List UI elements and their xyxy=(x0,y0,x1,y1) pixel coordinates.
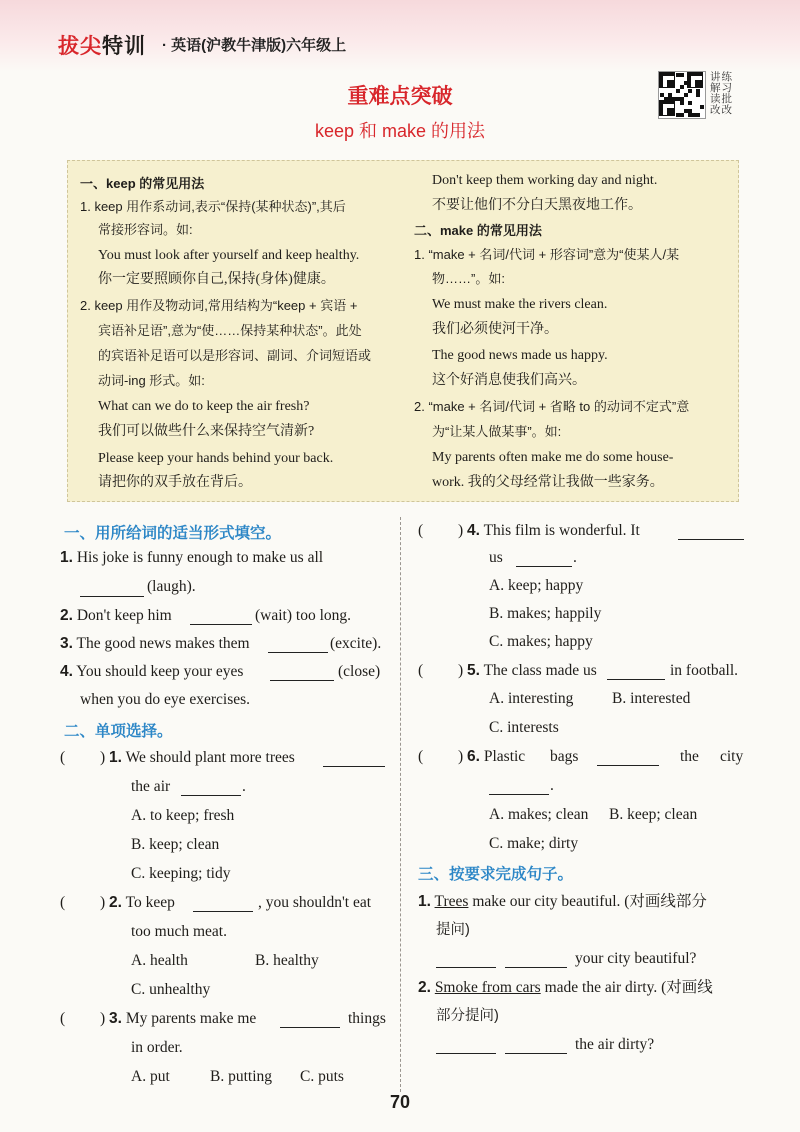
grammar-heading-keep: 一、keep 的常见用法 xyxy=(80,176,205,191)
question-text: We should plant more trees xyxy=(125,749,295,766)
answer-tail: the air dirty? xyxy=(575,1036,655,1053)
question-number: 2. xyxy=(60,607,73,624)
grammar-line: 常接形容词。如: xyxy=(98,222,193,237)
qr-label-line: 改改 xyxy=(710,104,733,116)
question-stem xyxy=(458,747,525,767)
question-text: You should keep your eyes xyxy=(76,663,244,680)
option-c[interactable]: C. keeping; tidy xyxy=(131,865,231,882)
question-number: 4. xyxy=(60,663,73,680)
hint-word: (wait) too long. xyxy=(255,607,351,624)
option-b[interactable]: B. makes; happily xyxy=(489,605,602,622)
answer-blank[interactable] xyxy=(270,680,334,681)
question-text: the xyxy=(680,748,699,765)
question-number: 1. xyxy=(418,893,431,910)
question-stem xyxy=(100,893,175,913)
part3-q1 xyxy=(418,892,707,912)
answer-blank[interactable] xyxy=(190,624,252,625)
question-text-cont: in order. xyxy=(131,1039,183,1056)
question-number: 1. xyxy=(109,749,122,766)
question-number: 6. xyxy=(467,748,480,765)
answer-blank[interactable] xyxy=(436,1053,496,1054)
answer-paren-left[interactable]: ( xyxy=(418,662,424,679)
grammar-notes-box xyxy=(67,160,739,502)
grammar-translation: 这个好消息使我们高兴。 xyxy=(432,373,586,388)
grammar-line: 2. “make + 名词/代词 + 省略 to 的动词不定式”意 xyxy=(414,399,690,414)
grammar-example: Don't keep them working day and night. xyxy=(432,173,658,188)
question-number: 2. xyxy=(109,894,122,911)
option-b[interactable]: B. interested xyxy=(612,690,691,707)
part3-q2 xyxy=(418,978,713,998)
question-text: bags xyxy=(550,748,579,765)
answer-blank[interactable] xyxy=(607,679,665,680)
grammar-line: 物……”。如: xyxy=(432,271,505,286)
option-b[interactable]: B. keep; clean xyxy=(609,806,698,823)
question-number: 1. xyxy=(60,549,73,566)
option-a[interactable]: A. interesting xyxy=(489,690,574,707)
answer-paren-left[interactable]: ( xyxy=(60,894,66,911)
part3-heading: 三、按要求完成句子。 xyxy=(418,866,574,883)
answer-blank[interactable] xyxy=(193,911,253,912)
grammar-line: 宾语补足语”,意为“使……保持某种状态”。此处 xyxy=(98,323,362,338)
question-text: , you shouldn't eat xyxy=(258,894,372,911)
question-stem xyxy=(458,661,597,681)
question-text-cont xyxy=(131,777,170,797)
period: . xyxy=(550,777,554,794)
question-text: The good news makes them xyxy=(76,635,250,652)
grammar-line: 动词-ing 形式。如: xyxy=(98,373,205,388)
grammar-example: The good news made us happy. xyxy=(432,348,608,363)
question-text: things xyxy=(348,1010,386,1027)
period: . xyxy=(573,549,577,566)
grammar-example: We must make the rivers clean. xyxy=(432,297,608,312)
answer-blank[interactable] xyxy=(80,596,144,597)
question-text: made the air dirty. (对画线 xyxy=(540,979,713,996)
question-text: the air xyxy=(131,778,171,795)
section-title: 重难点突破 xyxy=(347,85,453,108)
grammar-line: 1. “make + 名词/代词 + 形容词”意为“使某人/某 xyxy=(414,247,680,262)
part1-heading: 一、用所给词的适当形式填空。 xyxy=(64,525,282,542)
answer-paren-right: ) xyxy=(458,522,464,539)
underlined-phrase: Smoke from cars xyxy=(434,979,541,996)
hint-word: (excite). xyxy=(330,635,382,652)
brand-red: 拔尖 xyxy=(58,35,102,58)
option-b[interactable]: B. keep; clean xyxy=(131,836,220,853)
part1-q3 xyxy=(60,634,250,654)
answer-paren-left[interactable]: ( xyxy=(60,749,66,766)
hint-word: (laugh). xyxy=(147,578,196,595)
grammar-heading-make: 二、make 的常见用法 xyxy=(414,223,542,238)
question-stem xyxy=(458,521,640,541)
grammar-line: 为“让某人做某事”。如: xyxy=(432,424,562,439)
option-b[interactable]: B. putting xyxy=(210,1068,273,1085)
grammar-example: What can we do to keep the air fresh? xyxy=(98,399,310,414)
answer-blank[interactable] xyxy=(323,766,385,767)
period: . xyxy=(242,778,246,795)
part1-q1 xyxy=(60,548,323,568)
answer-paren-right: ) xyxy=(458,662,464,679)
underlined-word: Trees xyxy=(434,893,469,910)
question-number: 5. xyxy=(467,662,480,679)
option-a[interactable]: A. health xyxy=(131,952,188,969)
answer-blank[interactable] xyxy=(597,765,659,766)
answer-paren-left[interactable]: ( xyxy=(418,522,424,539)
answer-paren-right: ) xyxy=(100,1010,106,1027)
option-b[interactable]: B. healthy xyxy=(255,952,319,969)
option-c[interactable]: C. interests xyxy=(489,719,559,736)
question-text-cont: 部分提问) xyxy=(436,1008,499,1024)
option-c[interactable]: C. puts xyxy=(300,1068,344,1085)
answer-blank[interactable] xyxy=(489,794,549,795)
grammar-line: 的宾语补足语可以是形容词、副词、介词短语或 xyxy=(98,348,372,363)
brand-black: 特训 xyxy=(102,35,146,58)
answer-paren-right: ) xyxy=(100,894,106,911)
grammar-translation: 我们必须使河干净。 xyxy=(432,322,558,337)
grammar-line: 1. keep 用作系动词,表示“保持(某种状态)”,其后 xyxy=(80,199,346,214)
answer-paren-right: ) xyxy=(100,749,106,766)
hint-word: (close) xyxy=(338,663,381,680)
option-a[interactable]: A. put xyxy=(131,1068,170,1085)
question-text: in football. xyxy=(670,662,739,679)
option-a[interactable]: A. keep; happy xyxy=(489,577,584,594)
grammar-line: 2. keep 用作及物动词,常用结构为“keep + 宾语 + xyxy=(80,298,358,313)
book-subtitle: · 英语(沪教牛津版)六年级上 xyxy=(162,37,347,54)
question-number: 2. xyxy=(418,979,431,996)
page-number: 70 xyxy=(389,1092,411,1112)
grammar-example: My parents often make me do some house- xyxy=(432,450,674,465)
option-a[interactable]: A. makes; clean xyxy=(489,806,589,823)
question-text-cont: 提问) xyxy=(436,922,470,938)
grammar-example: Please keep your hands behind your back. xyxy=(98,451,334,466)
question-text-cont: us xyxy=(489,549,503,566)
question-text: Don't keep him xyxy=(76,607,172,624)
answer-blank[interactable] xyxy=(678,539,744,540)
answer-paren-left[interactable]: ( xyxy=(60,1010,66,1027)
question-number: 3. xyxy=(109,1010,122,1027)
question-text-cont: too much meat. xyxy=(131,923,227,940)
question-text: To keep xyxy=(125,894,175,911)
answer-blank[interactable] xyxy=(516,566,572,567)
answer-paren-left[interactable]: ( xyxy=(418,748,424,765)
grammar-example: You must look after yourself and keep healthy. xyxy=(98,248,360,263)
grammar-translation: 你一定要照顾你自己,保持(身体)健康。 xyxy=(98,272,335,287)
part1-q2 xyxy=(60,606,172,626)
question-text: His joke is funny enough to make us all xyxy=(76,549,324,566)
question-number: 4. xyxy=(467,522,480,539)
question-text: city xyxy=(720,748,744,765)
answer-blank[interactable] xyxy=(505,967,567,968)
option-a[interactable]: A. to keep; fresh xyxy=(131,807,235,824)
grammar-translation: 我们可以做些什么来保持空气清新? xyxy=(98,424,315,439)
qr-label-line: 读批 xyxy=(710,93,733,105)
question-text-cont: when you do eye exercises. xyxy=(80,691,251,708)
option-c[interactable]: C. unhealthy xyxy=(131,981,211,998)
grammar-translation: 不要让他们不分白天黑夜地工作。 xyxy=(432,198,642,213)
column-divider xyxy=(400,517,401,1092)
qr-label-line: 讲练 xyxy=(710,71,733,83)
question-text: My parents make me xyxy=(125,1010,257,1027)
answer-tail: your city beautiful? xyxy=(575,950,697,967)
option-c[interactable]: C. make; dirty xyxy=(489,835,579,852)
answer-blank[interactable] xyxy=(436,967,496,968)
part1-q4 xyxy=(60,662,243,682)
answer-paren-right: ) xyxy=(458,748,464,765)
brand-logo xyxy=(58,30,146,60)
qr-label-line: 解习 xyxy=(710,82,733,94)
question-stem xyxy=(100,748,295,768)
question-text: The class made us xyxy=(483,662,597,679)
grammar-example: work. 我的父母经常让我做一些家务。 xyxy=(432,475,664,490)
section-subtitle: keep 和 make 的用法 xyxy=(314,121,486,141)
answer-blank[interactable] xyxy=(505,1053,567,1054)
answer-blank[interactable] xyxy=(280,1027,340,1028)
question-text: This film is wonderful. It xyxy=(483,522,640,539)
question-number: 3. xyxy=(60,635,73,652)
answer-blank[interactable] xyxy=(268,652,328,653)
answer-blank[interactable] xyxy=(181,795,241,796)
question-text: Plastic xyxy=(483,748,526,765)
part2-heading: 二、单项选择。 xyxy=(64,723,173,740)
question-text: make our city beautiful. (对画线部分 xyxy=(468,893,707,910)
grammar-translation: 请把你的双手放在背后。 xyxy=(98,475,252,490)
question-stem xyxy=(100,1009,256,1029)
option-c[interactable]: C. makes; happy xyxy=(489,633,593,650)
